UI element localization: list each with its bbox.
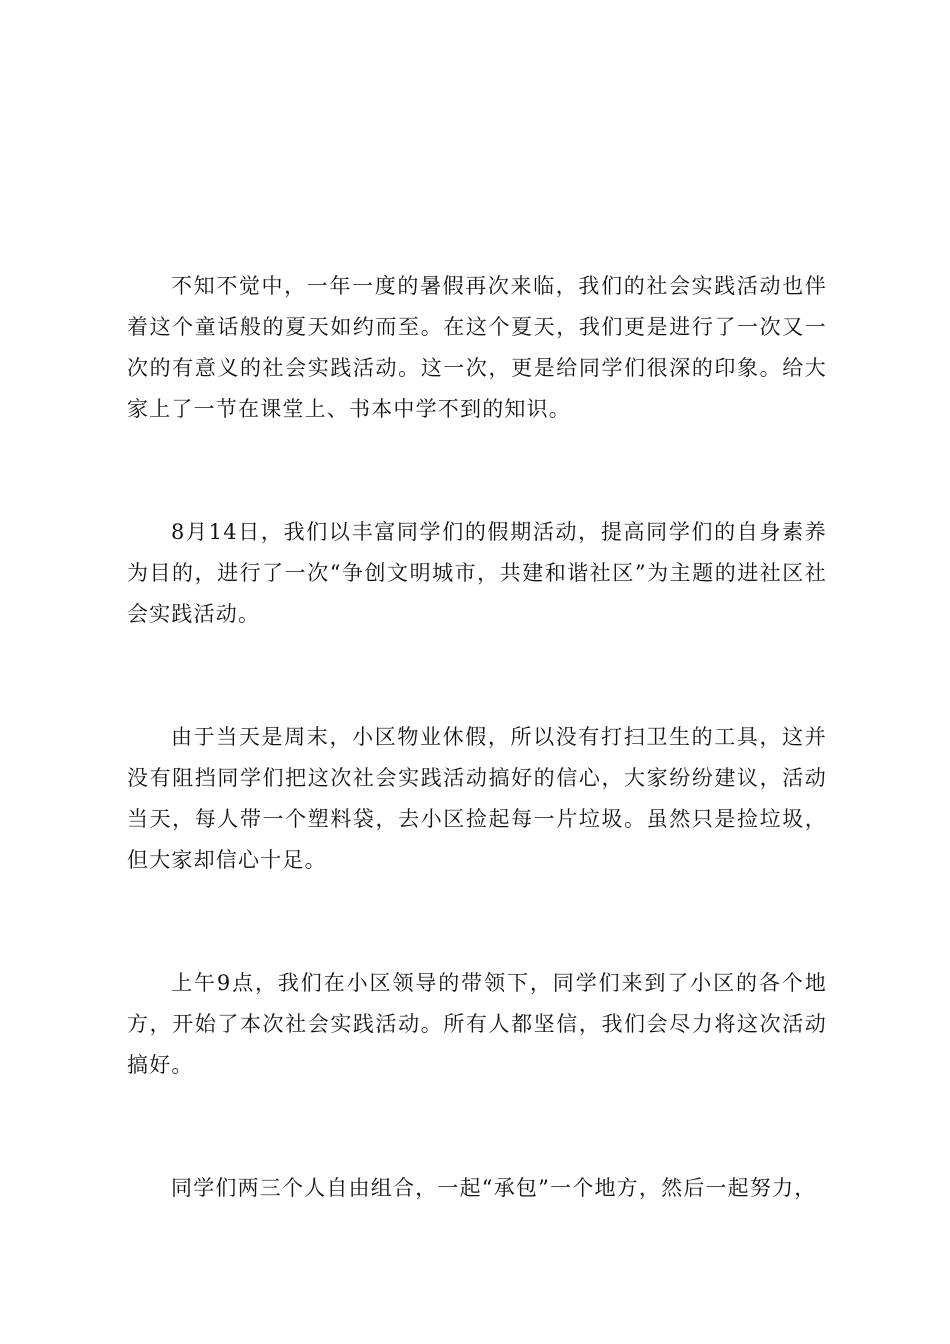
paragraph-2: 8月14日，我们以丰富同学们的假期活动，提高同学们的自身素养为目的，进行了一次“争创文明城市，共建和谐社区”为主题的进社区社会实践活动。 (127, 520, 827, 626)
paragraph-3: 由于当天是周末，小区物业休假，所以没有打扫卫生的工具，这并没有阻挡同学们把这次社会实践活动搞好的信心，大家纷纷建议，活动当天，每人带一个塑料袋，去小区捡起每一片垃圾。虽然只是捡垃圾，但大家却信心十足。 (127, 725, 827, 872)
document-body (127, 266, 827, 1291)
paragraph-4: 上午9点，我们在小区领导的带领下，同学们来到了小区的各个地方，开始了本次社会实践活动。所有人都坚信，我们会尽力将这次活动搞好。 (127, 971, 827, 1077)
paragraph-1: 不知不觉中，一年一度的暑假再次来临，我们的社会实践活动也伴着这个童话般的夏天如约而至。在这个夏天，我们更是进行了一次又一次的有意义的社会实践活动。这一次，更是给同学们很深的印象。给大家上了一节在课堂上、书本中学不到的知识。 (127, 274, 827, 421)
paragraph-5: 同学们两三个人自由组合，一起“承包”一个地方，然后一起努力， (171, 1176, 817, 1200)
